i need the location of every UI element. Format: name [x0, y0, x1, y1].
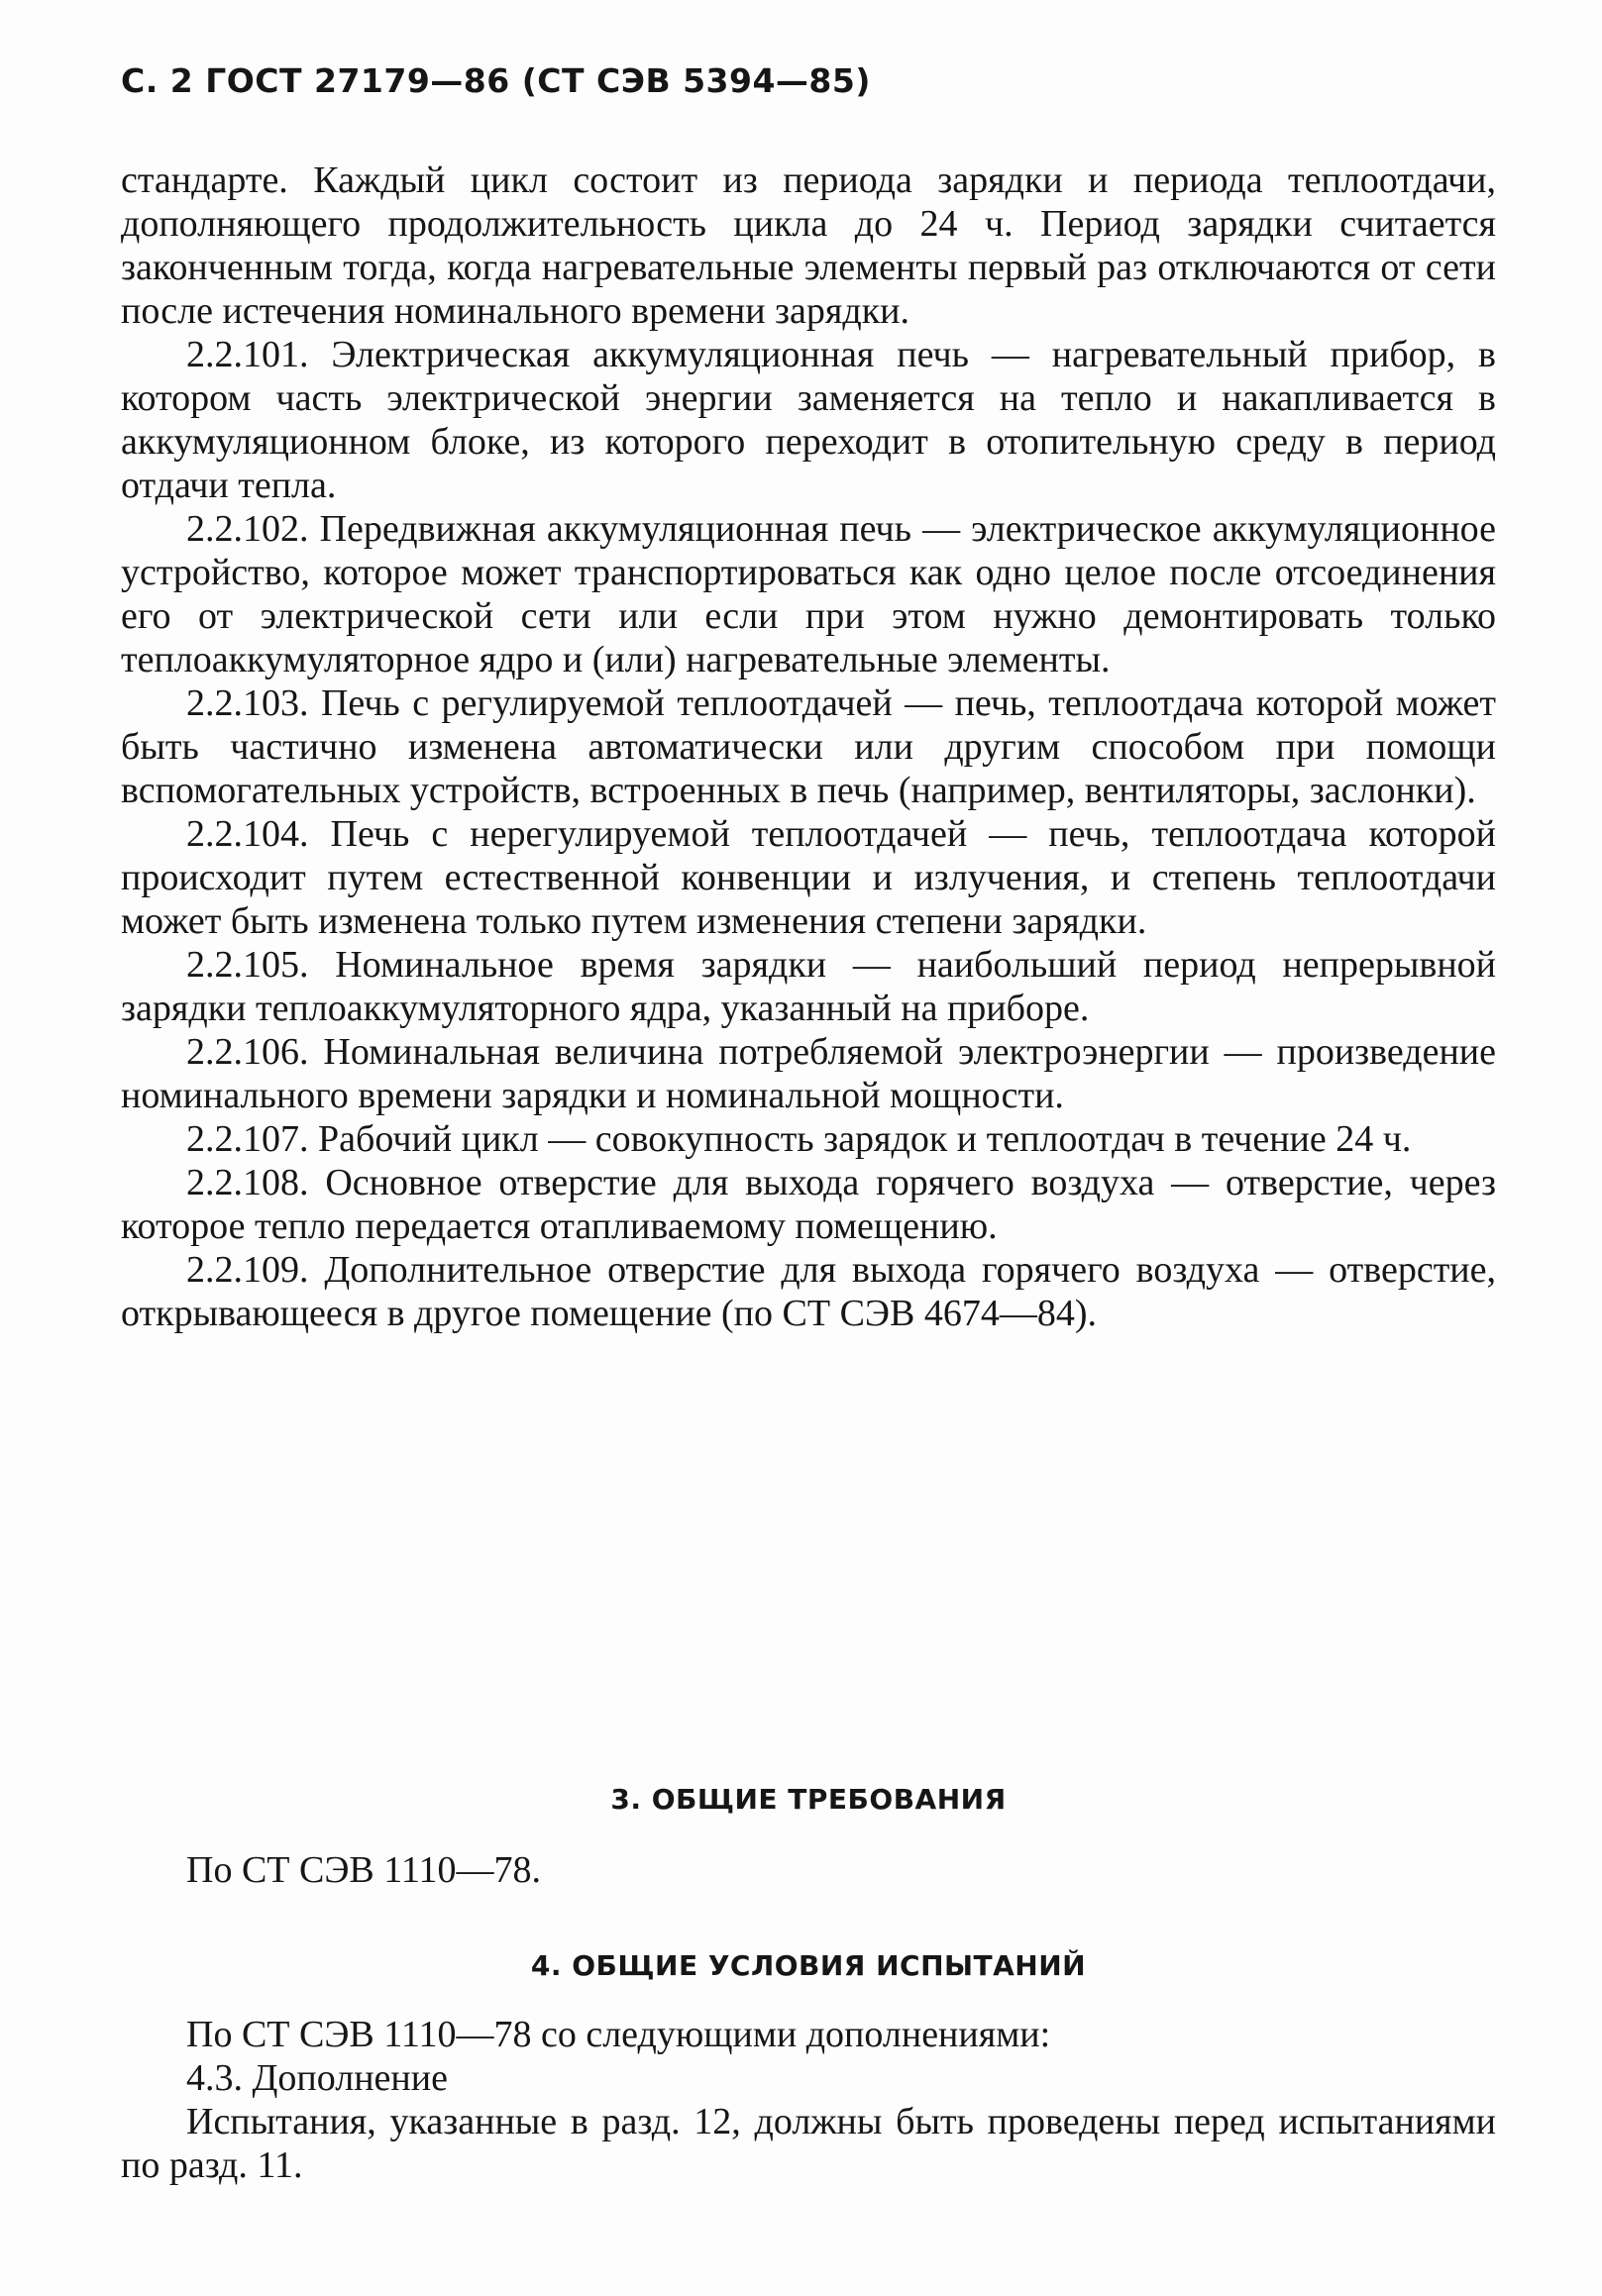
section-3-body	[121, 1848, 1496, 1892]
running-header: С. 2 ГОСТ 27179—86 (СТ СЭВ 5394—85)	[121, 61, 871, 100]
definition-2-2-107: 2.2.107. Рабочий цикл — совокупность зарядок и теплоотдач в течение 24 ч.	[186, 1118, 1412, 1160]
definitions-section	[121, 158, 1496, 1335]
definition-2-2-109: 2.2.109. Дополнительное отверстие для выхода горячего воздуха — отверстие, открывающееся в другое помещение (по СТ СЭВ 4674—84).	[121, 1249, 1496, 1334]
intro-paragraph: стандарте. Каждый цикл состоит из периода зарядки и периода теплоотдачи, дополняющего продолжительность цикла до 24 ч. Период зарядки считается законченным тогда, когда нагревательные элементы первый раз отключаются от сети после истечения номинального времени зарядки.	[121, 159, 1496, 332]
section-4-text: По СТ СЭВ 1110—78 со следующими дополнениями:	[186, 2014, 1051, 2055]
section-4-heading: 4. ОБЩИЕ УСЛОВИЯ ИСПЫТАНИЙ	[530, 1949, 1087, 1982]
section-4-body	[121, 2013, 1496, 2187]
section-4-subitem: 4.3. Дополнение	[186, 2057, 448, 2099]
definition-2-2-108: 2.2.108. Основное отверстие для выхода горячего воздуха — отверстие, через которое тепло передается отапливаемому помещению.	[121, 1162, 1496, 1247]
definition-2-2-104: 2.2.104. Печь с нерегулируемой теплоотдачей — печь, теплоотдача которой происходит путем естественной конвенции и излучения, и степень теплоотдачи может быть изменена только путем изменения степени зарядки.	[121, 813, 1496, 942]
definition-2-2-102: 2.2.102. Передвижная аккумуляционная печь — электрическое аккумуляционное устройство, которое может транспортироваться как одно целое после отсоединения его от электрической сети или если при этом нужно демонтировать только теплоаккумуляторное ядро и (или) нагревательные элементы.	[121, 508, 1496, 680]
definition-2-2-106: 2.2.106. Номинальная величина потребляемой электроэнергии — произведение номинального времени зарядки и номинальной мощности.	[121, 1031, 1496, 1116]
section-3-heading: 3. ОБЩИЕ ТРЕБОВАНИЯ	[610, 1783, 1007, 1816]
section-3-text: По СТ СЭВ 1110—78.	[186, 1849, 541, 1891]
definition-2-2-105: 2.2.105. Номинальное время зарядки — наибольший период непрерывной зарядки теплоаккумуляторного ядра, указанный на приборе.	[121, 944, 1496, 1029]
definition-2-2-101: 2.2.101. Электрическая аккумуляционная печь — нагревательный прибор, в котором часть электрической энергии заменяется на тепло и накапливается в аккумуляционном блоке, из которого переходит в отопительную среду в период отдачи тепла.	[121, 334, 1496, 506]
section-4-subitem-text: Испытания, указанные в разд. 12, должны быть проведены перед испытаниями по разд. 11.	[121, 2101, 1496, 2186]
definition-2-2-103: 2.2.103. Печь с регулируемой теплоотдачей — печь, теплоотдача которой может быть частично изменена автоматически или другим способом при помощи вспомогательных устройств, встроенных в печь (например, вентиляторы, заслонки).	[121, 682, 1496, 811]
